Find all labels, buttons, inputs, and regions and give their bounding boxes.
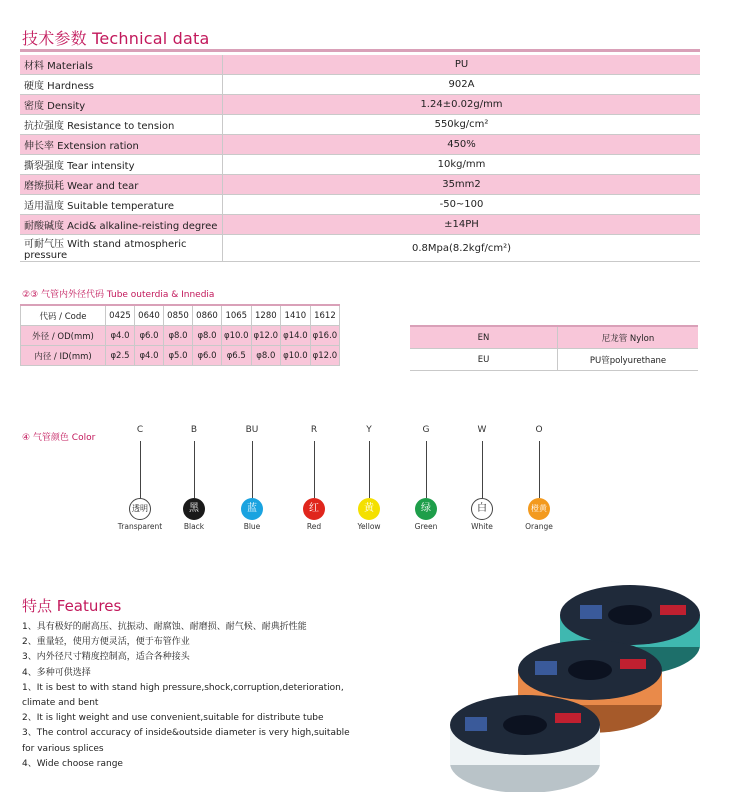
- clear-reel: [450, 695, 600, 792]
- color-dot: 透明: [129, 498, 151, 520]
- inner-diameter-cell: φ4.0: [135, 346, 164, 366]
- technical-title: 技术参数 Technical data: [22, 29, 210, 48]
- color-swatch-blue: [222, 425, 282, 531]
- color-code: R: [310, 425, 318, 435]
- property-value: 1.24±0.02g/mm: [223, 95, 701, 115]
- color-dot: 黄: [358, 498, 380, 520]
- color-swatch-red: [284, 425, 344, 531]
- color-name: Green: [414, 522, 438, 531]
- technical-row: [20, 115, 700, 135]
- color-swatch-green: [396, 425, 456, 531]
- material-name: 尼龙管 Nylon: [558, 326, 699, 349]
- color-stem: [194, 441, 195, 498]
- title-divider: [20, 49, 700, 52]
- technical-row: [20, 135, 700, 155]
- color-name: Black: [183, 522, 205, 531]
- color-code: Y: [366, 425, 372, 435]
- outer-diameter-cell: φ8.0: [193, 326, 222, 346]
- feature-item: 1、具有极好的耐高压、抗振动、耐腐蚀、耐磨损、耐气候、耐典折性能: [22, 622, 307, 632]
- feature-item: for various splices: [22, 743, 104, 754]
- feature-item: 2、重量轻，使用方便灵活，便于布管作业: [22, 637, 190, 648]
- outer-diameter-cell: φ14.0: [281, 326, 311, 346]
- tube-code-cell: 0425: [106, 305, 135, 326]
- color-stem: [539, 441, 540, 498]
- tube-code-cell: 1065: [222, 305, 252, 326]
- property-label: 适用温度 Suitable temperature: [20, 195, 223, 215]
- color-stem: [369, 441, 370, 498]
- color-swatch-black: [164, 425, 224, 531]
- color-dot: 蓝: [241, 498, 263, 520]
- features-title: 特点 Features: [22, 597, 122, 615]
- feature-item: 1、It is best to with stand high pressure,shock,corruption,deterioration,: [22, 682, 344, 693]
- feature-item: climate and bent: [22, 698, 99, 709]
- property-label: 密度 Density: [20, 95, 223, 115]
- tube-code-cell: 1410: [281, 305, 311, 326]
- color-name: Yellow: [357, 522, 381, 531]
- tube-table: [20, 304, 340, 366]
- property-label: 材料 Materials: [20, 55, 223, 75]
- features-list: [22, 620, 350, 772]
- color-stem: [314, 441, 315, 498]
- tube-code-cell: 1612: [310, 305, 340, 326]
- tube-title: ②③ 气管内外径代码 Tube outerdia & Innedia: [22, 290, 215, 300]
- technical-row: [20, 55, 700, 75]
- property-value: 35mm2: [223, 175, 701, 195]
- color-dot: 橙黄: [528, 498, 550, 520]
- material-code-table: [410, 325, 698, 371]
- outer-diameter-cell: φ10.0: [222, 326, 252, 346]
- technical-row: [20, 235, 700, 262]
- tube-reels-illustration: [430, 585, 730, 792]
- outer-diameter-cell: φ6.0: [135, 326, 164, 346]
- color-swatch-orange: [509, 425, 569, 531]
- color-swatch-yellow: [339, 425, 399, 531]
- property-value: 902A: [223, 75, 701, 95]
- property-value: ±14PH: [223, 215, 701, 235]
- color-code: W: [477, 425, 487, 435]
- color-stem: [426, 441, 427, 498]
- technical-row: [20, 95, 700, 115]
- feature-item: 3、The control accuracy of inside&outside diameter is very high,suitable: [22, 728, 350, 739]
- property-label: 磨擦损耗 Wear and tear: [20, 175, 223, 195]
- feature-item: 4、Wide choose range: [22, 758, 123, 769]
- color-code: O: [535, 425, 543, 435]
- color-swatch-transparent: [110, 425, 170, 531]
- color-name: Red: [306, 522, 322, 531]
- code-label: 代码 / Code: [21, 305, 106, 326]
- color-name: White: [471, 522, 493, 531]
- tube-code-cell: 0640: [135, 305, 164, 326]
- property-label: 硬度 Hardness: [20, 75, 223, 95]
- color-dot: 白: [471, 498, 493, 520]
- property-label: 可耐气压 With stand atmospheric pressure: [20, 235, 223, 262]
- tube-code-cell: 0850: [164, 305, 193, 326]
- property-value: -50~100: [223, 195, 701, 215]
- color-name: Blue: [243, 522, 261, 531]
- inner-diameter-cell: φ6.0: [193, 346, 222, 366]
- color-name: Orange: [525, 522, 553, 531]
- property-value: 450%: [223, 135, 701, 155]
- outer-diameter-cell: φ12.0: [251, 326, 281, 346]
- technical-table: [20, 55, 700, 262]
- color-swatch-white: [452, 425, 512, 531]
- color-dot: 红: [303, 498, 325, 520]
- feature-item: 2、It is light weight and use convenient,suitable for distribute tube: [22, 713, 324, 724]
- color-dot: 绿: [415, 498, 437, 520]
- property-value: 10kg/mm: [223, 155, 701, 175]
- technical-row: [20, 215, 700, 235]
- material-code: EU: [410, 349, 558, 371]
- technical-row: [20, 175, 700, 195]
- technical-row: [20, 75, 700, 95]
- technical-row: [20, 195, 700, 215]
- property-label: 抗拉强度 Resistance to tension: [20, 115, 223, 135]
- property-label: 伸长率 Extension ration: [20, 135, 223, 155]
- feature-item: 4、多种可供选择: [22, 667, 91, 678]
- property-value: 550kg/cm²: [223, 115, 701, 135]
- color-code: BU: [245, 425, 259, 435]
- color-dot: 黑: [183, 498, 205, 520]
- property-value: 0.8Mpa(8.2kgf/cm²): [223, 235, 701, 262]
- inner-diameter-cell: φ6.5: [222, 346, 252, 366]
- outer-diameter-cell: φ16.0: [310, 326, 340, 346]
- material-code: EN: [410, 326, 558, 349]
- material-code-row: [410, 349, 698, 371]
- property-label: 撕裂强度 Tear intensity: [20, 155, 223, 175]
- color-code: B: [190, 425, 198, 435]
- inner-diameter-cell: φ10.0: [281, 346, 311, 366]
- tube-code-cell: 0860: [193, 305, 222, 326]
- color-name: Transparent: [117, 522, 163, 531]
- outer-diameter-cell: φ8.0: [164, 326, 193, 346]
- color-stem: [252, 441, 253, 498]
- color-code: C: [136, 425, 144, 435]
- color-stem: [482, 441, 483, 498]
- inner-diameter-cell: φ5.0: [164, 346, 193, 366]
- outer-diameter-cell: φ4.0: [106, 326, 135, 346]
- property-value: PU: [223, 55, 701, 75]
- color-code: G: [422, 425, 430, 435]
- od-label: 外径 / OD(mm): [21, 326, 106, 346]
- inner-diameter-cell: φ8.0: [251, 346, 281, 366]
- color-stem: [140, 441, 141, 498]
- feature-item: 3、内外径尺寸精度控制高，适合各种接头: [22, 652, 190, 663]
- inner-diameter-cell: φ12.0: [310, 346, 340, 366]
- id-label: 内径 / ID(mm): [21, 346, 106, 366]
- technical-row: [20, 155, 700, 175]
- property-label: 耐酸碱度 Acid& alkaline-reisting degree: [20, 215, 223, 235]
- material-name: PU管polyurethane: [558, 349, 699, 371]
- color-title: ④ 气管颜色 Color: [22, 433, 96, 443]
- inner-diameter-cell: φ2.5: [106, 346, 135, 366]
- material-code-row: [410, 326, 698, 349]
- tube-code-cell: 1280: [251, 305, 281, 326]
